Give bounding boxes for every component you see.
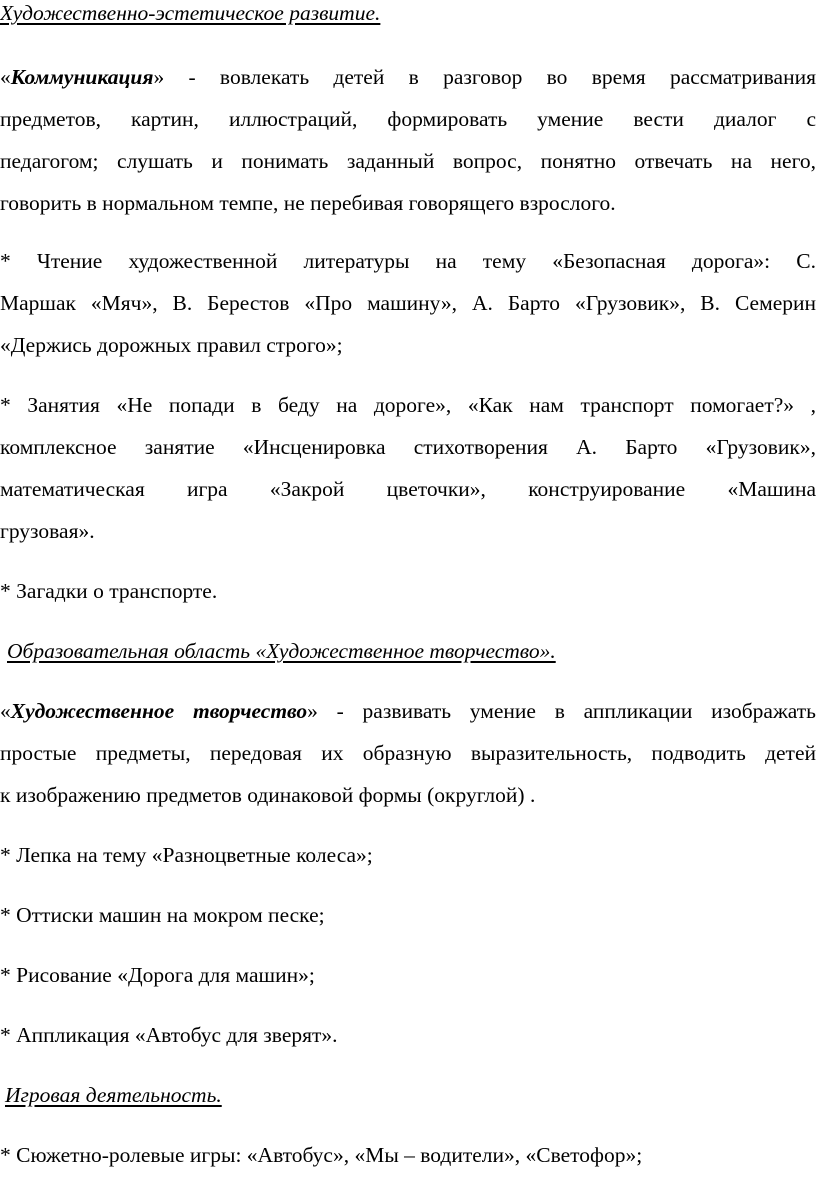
communication-term: Коммуникация	[10, 65, 154, 89]
list-item: * Аппликация «Автобус для зверят».	[0, 1023, 338, 1047]
section-heading-aesthetic: Художественно-эстетическое развитие.	[0, 1, 381, 25]
list-item: * Оттиски машин на мокром песке;	[0, 903, 325, 927]
lessons-item-line-2: комплексное занятие «Инсценировка стихотворения А. Барто «Грузовик»,	[0, 435, 816, 459]
open-quote: «	[0, 65, 11, 89]
communication-paragraph-line-1	[0, 64, 816, 90]
lessons-item-line-3: математическая игра «Закрой цветочки», конструирование «Машина	[0, 477, 816, 501]
close-quote: »	[307, 699, 318, 723]
communication-paragraph-line-4: говорить в нормальном темпе, не перебивая говорящего взрослого.	[0, 191, 616, 215]
communication-paragraph-line-2: предметов, картин, иллюстраций, формировать умение вести диалог с	[0, 107, 816, 131]
lessons-item-line-1: * Занятия «Не попади в беду на дороге», «Как нам транспорт помогает?» ,	[0, 393, 816, 417]
list-item: * Рисование «Дорога для машин»;	[0, 963, 315, 987]
list-item: * Лепка на тему «Разноцветные колеса»;	[0, 843, 373, 867]
close-quote: »	[153, 65, 165, 89]
art-text: - развивать умение в аппликации изображать	[317, 699, 816, 723]
communication-text: - вовлекать детей в разговор во время рассматривания	[164, 65, 816, 89]
section-heading-art-creativity: Образовательная область «Художественное творчество».	[7, 639, 556, 663]
open-quote: «	[0, 699, 11, 723]
reading-item-line-2: Маршак «Мяч», В. Берестов «Про машину», А. Барто «Грузовик», В. Семерин	[0, 291, 816, 315]
art-paragraph-line-3: к изображению предметов одинаковой формы (округлой) .	[0, 783, 536, 807]
role-play-item: * Сюжетно-ролевые игры: «Автобус», «Мы – водители», «Светофор»;	[0, 1143, 643, 1167]
art-paragraph-line-2: простые предметы, передовая их образную выразительность, подводить детей	[0, 741, 816, 765]
art-term: Художественное творчество	[10, 699, 308, 723]
art-paragraph-line-1	[0, 698, 816, 724]
lessons-item-line-4: грузовая».	[0, 519, 95, 543]
section-heading-play: Игровая деятельность.	[5, 1083, 222, 1107]
reading-item-line-3: «Держись дорожных правил строго»;	[0, 333, 343, 357]
riddles-item: * Загадки о транспорте.	[0, 579, 218, 603]
reading-item-line-1: * Чтение художественной литературы на тему «Безопасная дорога»: С.	[0, 249, 816, 273]
communication-paragraph-line-3: педагогом; слушать и понимать заданный вопрос, понятно отвечать на него,	[0, 149, 816, 173]
